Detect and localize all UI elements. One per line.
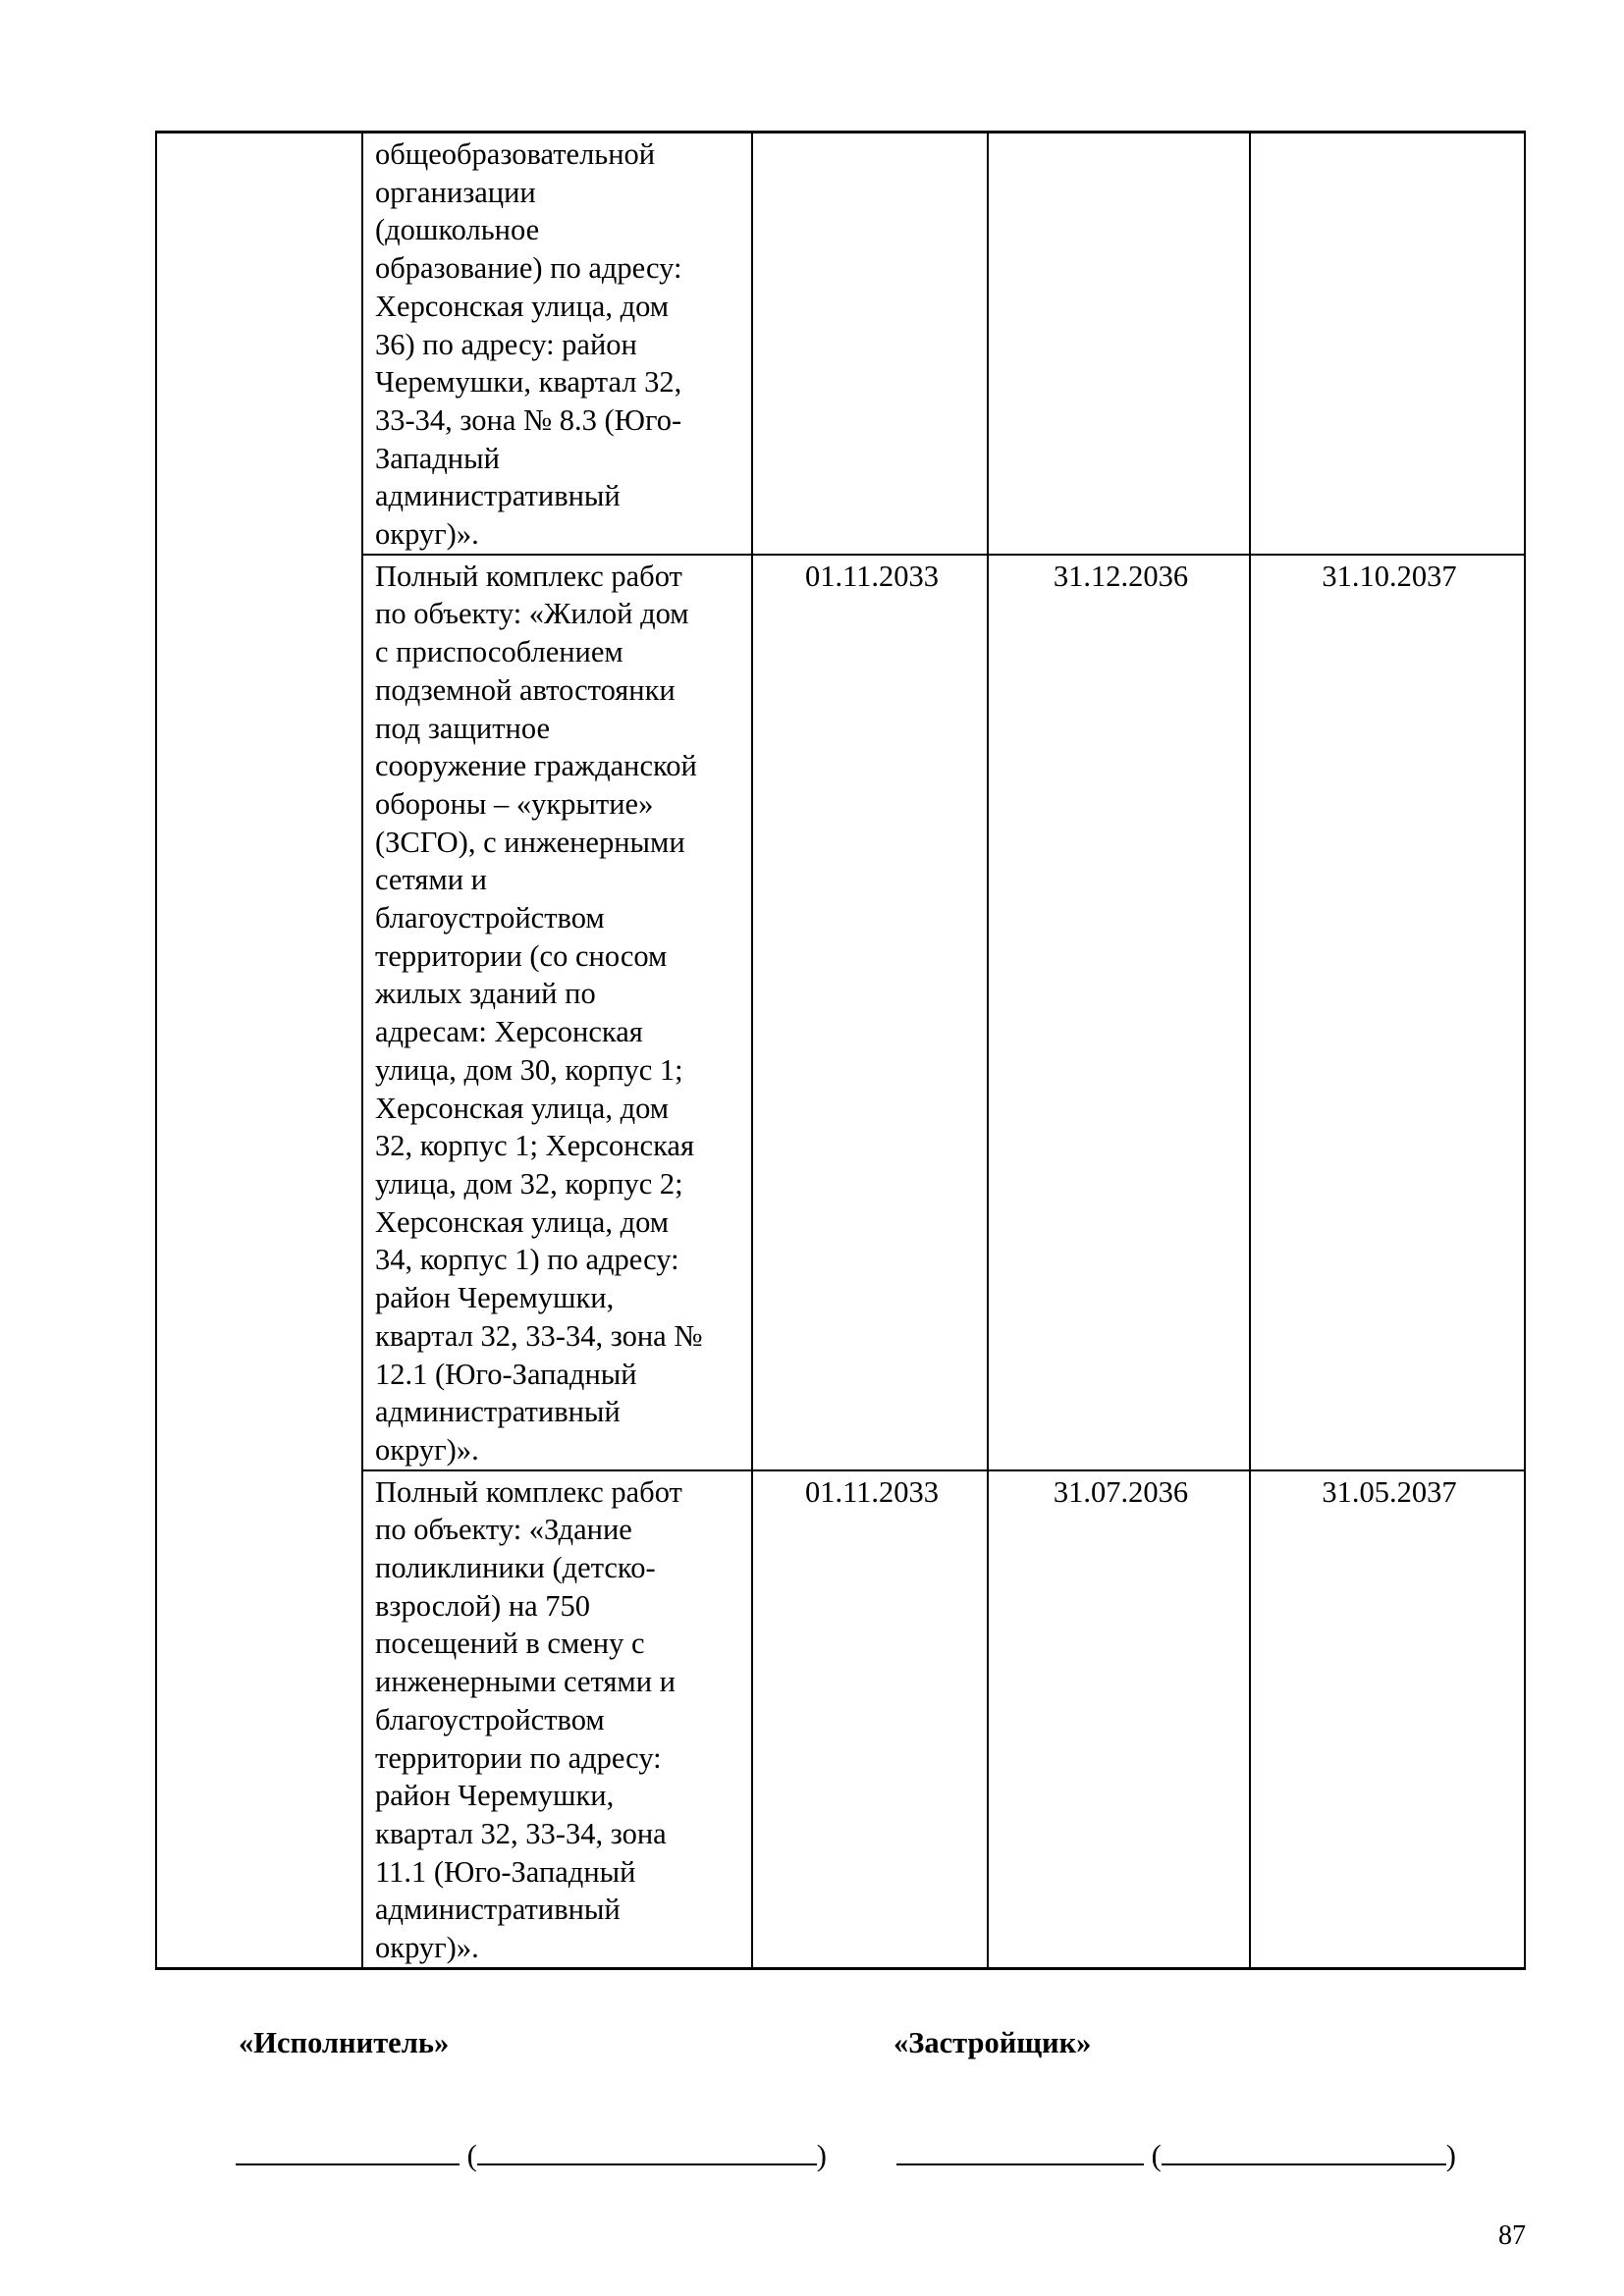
description-cell [362, 1470, 752, 1969]
description-line: административный [375, 1893, 621, 1927]
table-row [156, 133, 1525, 555]
description-line: общеобразовательной [375, 137, 656, 171]
signature-paren-close: ) [816, 2139, 827, 2172]
developer-signature-line [896, 2134, 1456, 2173]
description-line: Полный комплекс работ [375, 559, 682, 593]
description-line: улица, дом 30, корпус 1; [375, 1052, 683, 1087]
description-line: Полный комплекс работ [375, 1474, 682, 1509]
end-date-cell: 31.07.2036 [988, 1470, 1250, 1969]
description-line: округ)». [375, 1931, 479, 1965]
end-date-cell: 31.12.2036 [988, 555, 1250, 1470]
description-line: территории по адресу: [375, 1740, 662, 1775]
description-line: образование) по адресу: [375, 251, 682, 286]
contractor-signature-line [236, 2134, 827, 2173]
description-cell [362, 133, 752, 555]
description-line: административный [375, 1395, 621, 1429]
description-line: посещений в смену с [375, 1627, 645, 1661]
first-column-cell [156, 133, 362, 1969]
description-line: адресам: Херсонская [375, 1015, 643, 1049]
description-line: с приспособлением [375, 635, 623, 669]
description-line: округ)». [375, 1432, 479, 1467]
description-line: 33-34, зона № 8.3 (Юго- [375, 402, 682, 437]
description-line: квартал 32, 33-34, зона № [375, 1318, 703, 1353]
start-date-cell: 01.11.2033 [752, 1470, 988, 1969]
description-line: под защитное [375, 711, 551, 745]
description-line: жилых зданий по [375, 977, 596, 1011]
name-blank [477, 2134, 817, 2165]
description-line: административный [375, 479, 621, 513]
description-line: территории (со сносом [375, 938, 668, 973]
description-line: взрослой) на 750 [375, 1588, 591, 1623]
description-line: по объекту: «Здание [375, 1513, 632, 1547]
final-date-cell: 31.10.2037 [1250, 555, 1525, 1470]
start-date-cell [752, 133, 988, 555]
description-line: (ЗСГО), с инженерными [375, 825, 685, 859]
description-line: квартал 32, 33-34, зона [375, 1816, 667, 1850]
page-number: 87 [1498, 2220, 1526, 2251]
final-date-cell [1250, 133, 1525, 555]
table-row [156, 1470, 1525, 1969]
description-line: район Черемушки, [375, 1281, 615, 1315]
description-line: Херсонская улица, дом [375, 289, 670, 323]
description-line: Черемушки, квартал 32, [375, 365, 682, 400]
signature-paren-open: ( [466, 2139, 477, 2172]
description-line: 34, корпус 1) по адресу: [375, 1243, 679, 1277]
description-cell [362, 555, 752, 1470]
description-line: улица, дом 32, корпус 2; [375, 1166, 683, 1201]
description-line: обороны – «укрытие» [375, 786, 654, 821]
description-line: инженерными сетями и [375, 1665, 676, 1699]
developer-label: «Застройщик» [893, 2026, 1092, 2059]
description-line: поликлиники (детско- [375, 1551, 656, 1585]
description-line: район Черемушки, [375, 1779, 615, 1813]
final-date-cell: 31.05.2037 [1250, 1470, 1525, 1969]
signature-blank [236, 2134, 460, 2165]
description-line: благоустройством [375, 901, 605, 935]
description-line: 11.1 (Юго-Западный [375, 1854, 636, 1889]
schedule-table [155, 131, 1526, 1970]
name-blank [1162, 2134, 1446, 2165]
contractor-label: «Исполнитель» [239, 2026, 450, 2059]
description-line: Херсонская улица, дом [375, 1091, 670, 1125]
signature-paren-open: ( [1151, 2139, 1162, 2172]
description-line: сетями и [375, 863, 487, 897]
description-line: по объекту: «Жилой дом [375, 597, 689, 631]
description-line: 32, корпус 1; Херсонская [375, 1129, 694, 1163]
description-line: Западный [375, 441, 500, 475]
table-row [156, 555, 1525, 1470]
description-line: 36) по адресу: район [375, 327, 637, 361]
description-line: (дошкольное [375, 213, 540, 247]
description-line: организации [375, 175, 536, 209]
description-line: сооружение гражданской [375, 749, 697, 783]
start-date-cell: 01.11.2033 [752, 555, 988, 1470]
description-line: подземной автостоянки [375, 672, 676, 707]
description-line: благоустройством [375, 1702, 605, 1736]
description-line: 12.1 (Юго-Западный [375, 1357, 637, 1391]
signature-blank [896, 2134, 1144, 2165]
signature-paren-close: ) [1445, 2139, 1456, 2172]
description-line: Херсонская улица, дом [375, 1204, 670, 1239]
end-date-cell [988, 133, 1250, 555]
description-line: округ)». [375, 517, 479, 552]
